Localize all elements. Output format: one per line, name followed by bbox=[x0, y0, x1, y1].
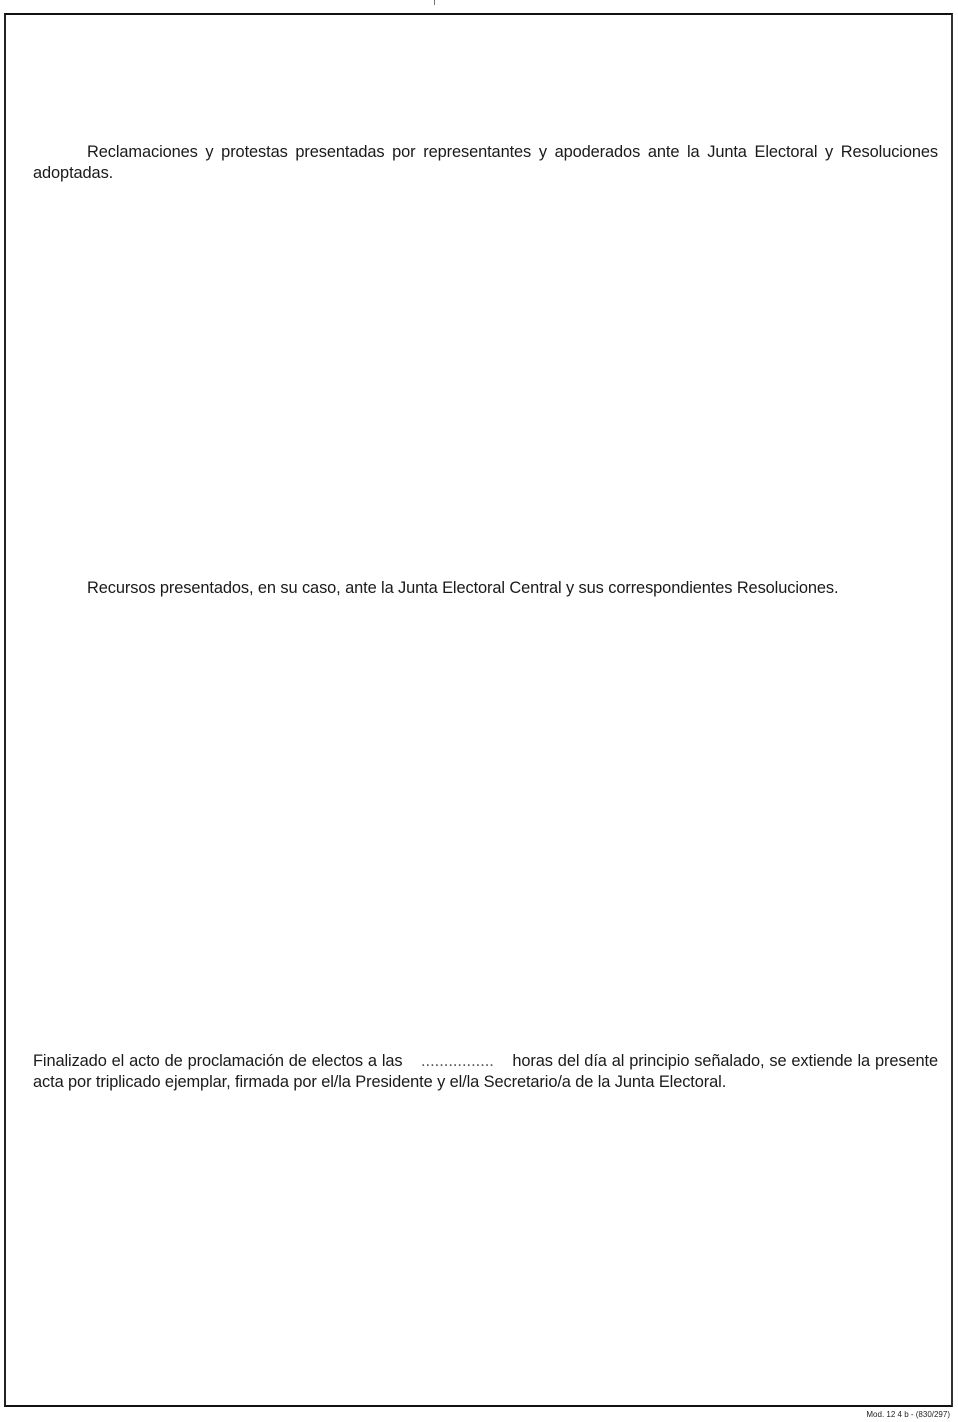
reclamaciones-paragraph: Reclamaciones y protestas presentadas por representantes y apoderados ante la Junta Electoral y Resoluciones adoptadas. bbox=[33, 143, 938, 182]
document-frame bbox=[4, 13, 953, 1407]
closing-text-start: Finalizado el acto de proclamación de electos a las bbox=[33, 1052, 403, 1070]
form-code-label: Mod. 12 4 b - (830/297) bbox=[866, 1410, 950, 1419]
closing-paragraph bbox=[33, 1051, 938, 1093]
closing-text-end: horas del día al principio señalado, se extiende la presente acta por triplicado ejemplar, firmada por el/la Presidente y el/la Secretario/a de la Junta Electoral. bbox=[33, 1052, 938, 1091]
top-tick-mark bbox=[434, 0, 435, 5]
recursos-paragraph: Recursos presentados, en su caso, ante la Junta Electoral Central y sus correspondientes Resoluciones. bbox=[87, 579, 839, 597]
hour-blank-field: ................ bbox=[421, 1052, 494, 1070]
